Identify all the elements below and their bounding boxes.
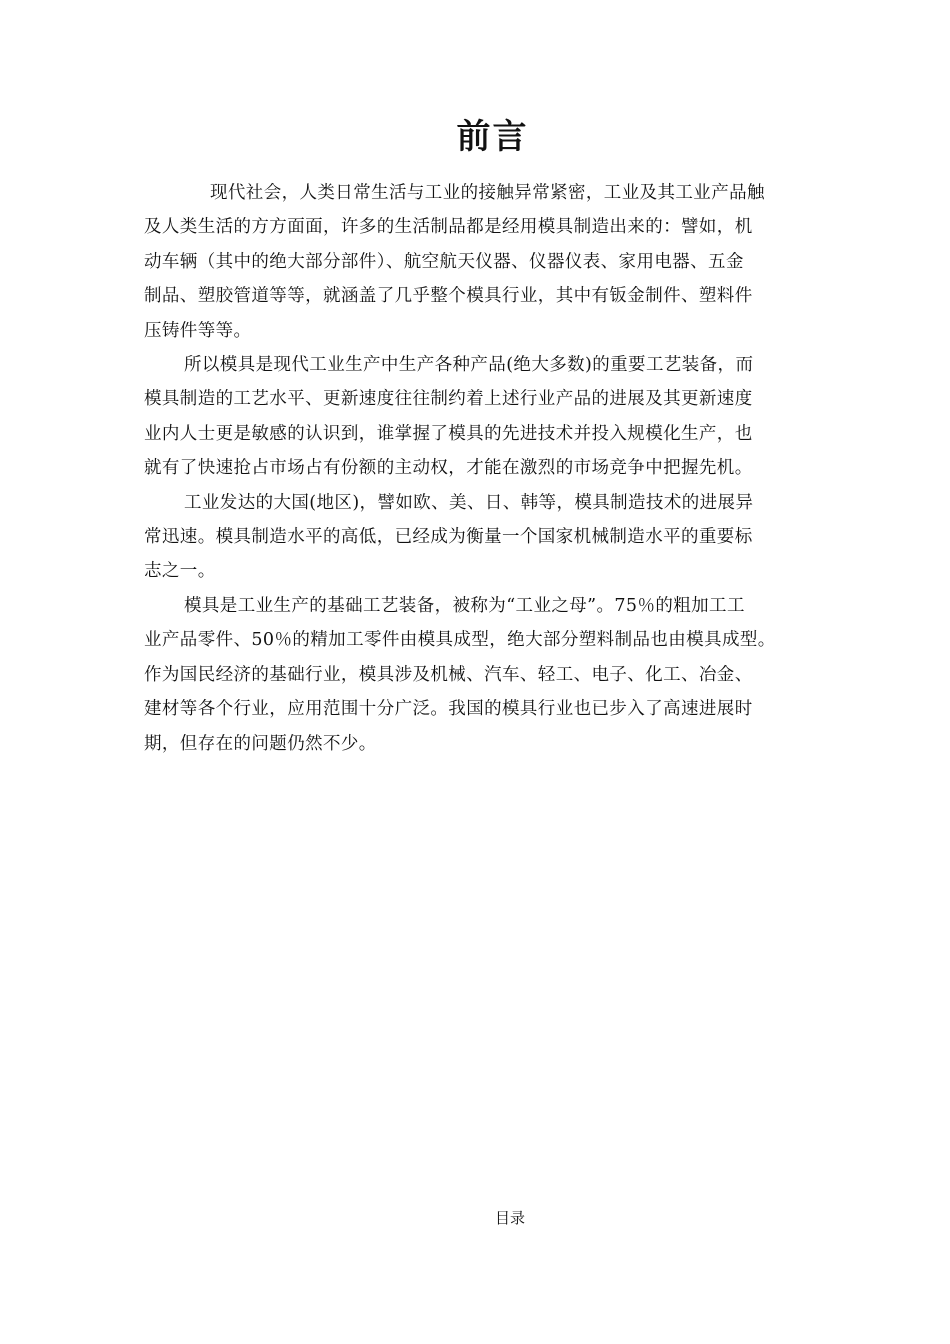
text-line: 动车辆（其中的绝大部分部件）、航空航天仪器、仪器仪表、家用电器、五金 — [144, 251, 744, 272]
paragraph-1 — [144, 176, 824, 348]
text-line: 现代社会，人类日常生活与工业的接触异常紧密，工业及其工业产品触 — [210, 183, 765, 203]
text-line: 志之一。 — [144, 561, 216, 582]
text-line: 制品、塑胶管道等等，就涵盖了几乎整个模具行业，其中有钣金制件、塑料件 — [144, 286, 753, 307]
text-line: 就有了快速抢占市场占有份额的主动权，才能在激烈的市场竞争中把握先机。 — [144, 458, 753, 479]
text-line: 压铸件等等。 — [144, 320, 252, 341]
text-line: 常迅速。模具制造水平的高低，已经成为衡量一个国家机械制造水平的重要标 — [144, 527, 753, 548]
text-line: 业内人士更是敏感的认识到，谁掌握了模具的先进技术并投入规模化生产，也 — [144, 423, 753, 444]
text-line: 所以模具是现代工业生产中生产各种产品(绝大多数)的重要工艺装备，而 — [184, 355, 754, 376]
paragraph-4 — [144, 589, 824, 761]
page-footer: 目录 — [494, 1209, 525, 1227]
paragraph-3 — [144, 486, 824, 589]
page-title: 前言 — [456, 117, 529, 157]
text-line: 模具是工业生产的基础工艺装备，被称为“工业之母”。75％的粗加工工 — [184, 595, 745, 616]
text-line: 业产品零件、50％的精加工零件由模具成型，绝大部分塑料制品也由模具成型。 — [144, 630, 776, 651]
text-line: 作为国民经济的基础行业，模具涉及机械、汽车、轻工、电子、化工、冶金、 — [144, 664, 753, 685]
paragraph-2 — [144, 348, 824, 486]
text-line: 工业发达的大国(地区)，譬如欧、美、日、韩等，模具制造技术的进展异 — [184, 492, 754, 513]
text-line: 建材等各个行业，应用范围十分广泛。我国的模具行业也已步入了高速进展时 — [144, 699, 753, 720]
preface-body — [144, 176, 824, 761]
text-line: 模具制造的工艺水平、更新速度往往制约着上述行业产品的进展及其更新速度 — [144, 389, 753, 410]
text-line: 期，但存在的问题仍然不少。 — [144, 733, 377, 754]
text-line: 及人类生活的方方面面，许多的生活制品都是经用模具制造出来的：譬如，机 — [144, 217, 753, 238]
